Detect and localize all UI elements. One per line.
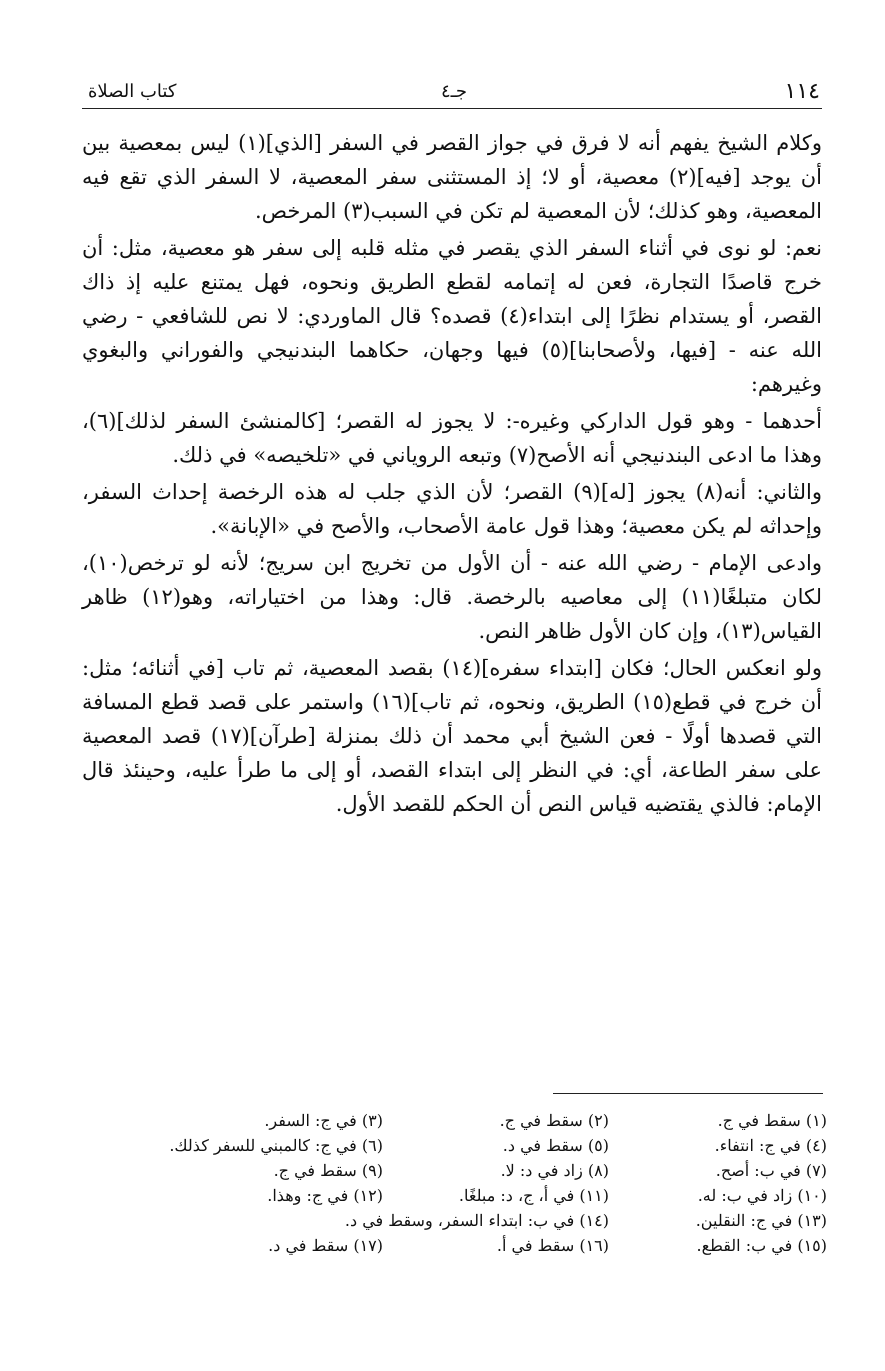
footnote-row — [82, 1158, 827, 1183]
paragraph: والثاني: أنه(٨) يجوز [له](٩) القصر؛ لأن الذي جلب له هذه الرخصة إحداث السفر، وإحداثه لم يكن معصية؛ وهذا قول عامة الأصحاب، والأصح في «الإبانة». — [82, 480, 823, 538]
paragraph: وكلام الشيخ يفهم أنه لا فرق في جواز القصر في السفر [الذي](١) ليس بمعصية بين أن يوجد [فيه](٢) معصية، أو لا؛ إذ المستثنى سفر المعصية، لا السفر الذي تقع فيه المعصية، وهو كذلك؛ لأن المعصية لم تكن في السبب(٣) المرخص. — [82, 131, 822, 223]
footnote: (١٢) في ج: وهذا. — [267, 1186, 383, 1205]
footnote: (١٣) في ج: النقلين. — [695, 1211, 827, 1230]
footnote: (١٧) سقط في د. — [268, 1236, 383, 1255]
footnote: (٧) في ب: أصح. — [715, 1161, 827, 1180]
paragraph: أحدهما - وهو قول الداركي وغيره-: لا يجوز له القصر؛ [كالمنشئ السفر لذلك](٦)، وهذا ما ادعى البندنيجي أنه الأصح(٧) وتبعه الروياني في «تلخيصه» في ذلك. — [82, 409, 822, 467]
footnote: (٩) سقط في ج. — [273, 1161, 383, 1180]
main-text — [82, 126, 822, 824]
paragraph: نعم: لو نوى في أثناء السفر الذي يقصر في مثله قلبه إلى سفر هو معصية، مثل: أن خرج قاصدًا التجارة، فعن له إتمامه لقطع الطريق ونحوه، فهل يمتنع عليه إذ ذاك القصر، أو يستدام نظرًا إلى ابتداء(٤) قصده؟ قال الماوردي: لا نص للشافعي - رضي الله عنه - [فيها، ولأصحابنا](٥) فيها وجهان، حكاهما البندنيجي والفوراني والبغوي وغيرهم: — [82, 236, 823, 396]
footnote-row — [82, 1233, 827, 1258]
footnote-row — [82, 1208, 827, 1233]
footnote-row — [82, 1183, 827, 1208]
footnote-row — [82, 1133, 827, 1158]
footnote-row — [82, 1108, 827, 1133]
footnote: (١٤) في ب: ابتداء السفر، وسقط في د. — [344, 1211, 609, 1230]
footnote: (٦) في ج: كالمبني للسفر كذلك. — [169, 1136, 383, 1155]
footnote: (٤) في ج: انتفاء. — [714, 1136, 827, 1155]
paragraph: ولو انعكس الحال؛ فكان [ابتداء سفره](١٤) بقصد المعصية، ثم تاب [في أثنائه؛ مثل: أن خرج في قطع(١٥) الطريق، ونحوه، ثم تاب](١٦) واستمر على قصد قطع المسافة التي قصدها أولًا - فعن الشيخ أبي محمد أن ذلك بمنزلة [طرآن](١٧) قصد المعصية على سفر الطاعة، أي: في النظر إلى ابتداء القصد، أو إلى ما طرأ عليه، وحينئذ قال الإمام: فالذي يقتضيه قياس النص أن الحكم للقصد الأول. — [82, 656, 822, 816]
footnote: (٥) سقط في د. — [502, 1136, 609, 1155]
page-number: ١١٤ — [784, 78, 820, 104]
volume-label: جـ٤ — [440, 80, 468, 102]
footnote: (٣) في ج: السفر. — [264, 1111, 383, 1130]
footnote: (٨) زاد في د: لا. — [500, 1161, 609, 1180]
running-header — [88, 74, 820, 108]
footnote: (١) سقط في ج. — [717, 1111, 827, 1130]
footnote: (١١) في أ، ج، د: مبلغًا. — [458, 1186, 609, 1205]
footnotes — [82, 1108, 827, 1258]
footnote: (١٦) سقط في أ. — [496, 1236, 609, 1255]
footnote-rule — [553, 1093, 823, 1094]
book-title: كتاب الصلاة — [88, 80, 177, 102]
paragraph: وادعى الإمام - رضي الله عنه - أن الأول من تخريج ابن سريج؛ لأنه لو ترخص(١٠)، لكان متبلغًا(١١) إلى معاصيه بالرخصة. قال: وهذا من اختياراته، وهو(١٢) ظاهر القياس(١٣)، وإن كان الأول ظاهر النص. — [82, 551, 822, 643]
footnote: (٢) سقط في ج. — [499, 1111, 609, 1130]
header-rule — [82, 108, 822, 109]
footnote: (١٥) في ب: القطع. — [696, 1236, 827, 1255]
footnote: (١٠) زاد في ب: له. — [697, 1186, 827, 1205]
